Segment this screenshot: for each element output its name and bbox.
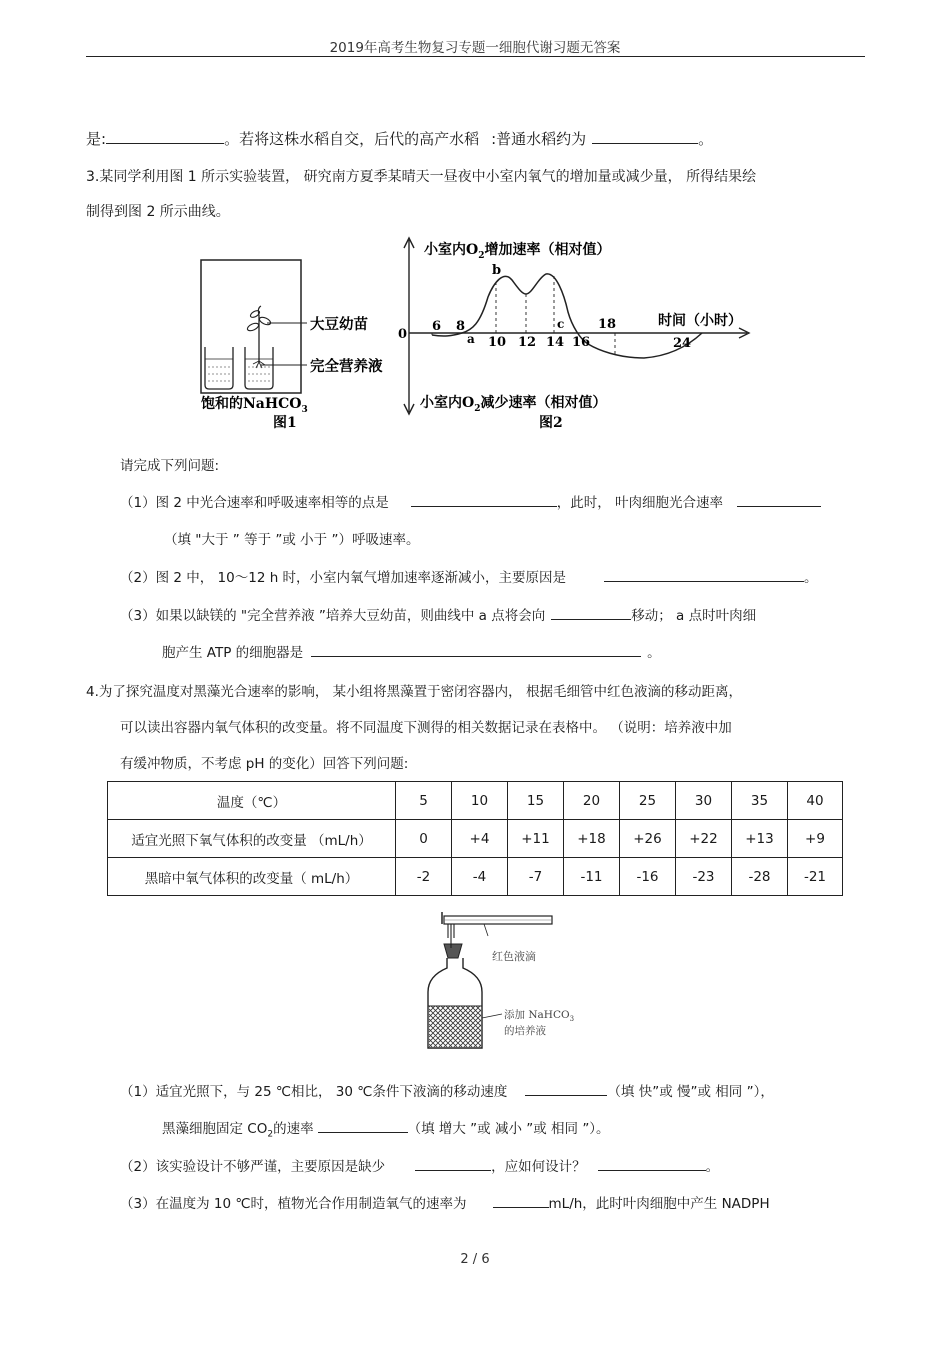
table-row-light	[108, 820, 843, 858]
nahco3-beaker	[205, 347, 233, 389]
table-cell: +13	[732, 820, 788, 858]
svg-text:小室内O2减少速率（相对值）	[420, 394, 606, 414]
fig2-top-label-sub: 2	[478, 251, 485, 261]
blank-atp-organelles[interactable]	[311, 642, 641, 657]
fig2-bottom-label-rest: 减少速率（相对值）	[480, 395, 607, 411]
table-cell: 0	[396, 820, 452, 858]
figure-1-caption: 图1	[273, 415, 297, 431]
svg-text:饱和的NaHCO3	[201, 395, 308, 415]
table-header-label: 温度（℃）	[108, 782, 396, 820]
medium-label-sub: 3	[569, 1015, 575, 1023]
fig2-top-label-rest: 增加速率（相对值）	[484, 242, 611, 258]
q3-p2-text-a: （2）图 2 中， 10～12 h 时，小室内氧气增加速率逐渐减小，主要原因是	[120, 570, 567, 586]
plant-label: 大豆幼苗	[310, 316, 368, 333]
medium-label: 添加 NaHCO	[504, 1009, 570, 1021]
table-cell: 15	[508, 782, 564, 820]
q4-stem-line-1: 4.为了探究温度对黑藻光合速率的影响， 某小组将黑藻置于密闭容器内， 根据毛细管中红色液滴的移动距离，	[86, 684, 742, 700]
table-cell: 20	[564, 782, 620, 820]
tick-16: 16	[572, 335, 591, 350]
table-cell: 35	[732, 782, 788, 820]
q3-p3-text-c: 胞产生 ATP 的细胞器是	[162, 645, 304, 661]
co2-subscript: 2	[267, 1129, 274, 1140]
table-cell: +18	[564, 820, 620, 858]
blank-ratio-2[interactable]	[592, 129, 698, 144]
q4-p2-end: 。	[705, 1159, 720, 1175]
rubber-stopper	[444, 944, 462, 958]
q4-p3-text-a: （3）在温度为 10 ℃时，植物光合作用制造氧气的速率为	[120, 1196, 467, 1212]
q3-p3-text-a: （3）如果以缺镁的 "完全营养液 ”培养大豆幼苗，则曲线中 a 点将会向	[120, 608, 546, 624]
page-number: 2 / 6	[460, 1252, 490, 1267]
droplet-pointer	[484, 924, 488, 936]
chamber-box	[201, 260, 301, 393]
q4-p1-text-d: 的速率	[273, 1121, 314, 1137]
q4-p2-text-b: ，应如何设计？	[491, 1159, 586, 1175]
q4-p1-text-c: 黑藻细胞固定 CO	[162, 1121, 268, 1137]
table-cell: -7	[508, 858, 564, 896]
q4-p1-text-b: （填 快”或 慢”或 相同 ”），	[607, 1084, 774, 1100]
table-header-row	[108, 782, 843, 820]
table-cell: +9	[788, 820, 843, 858]
tick-8: 8	[456, 319, 466, 334]
blank-equal-points[interactable]	[411, 492, 557, 507]
q3-part-1-line-1	[120, 491, 821, 511]
blank-missing-control[interactable]	[415, 1156, 491, 1171]
tick-18: 18	[598, 317, 617, 332]
table-cell: -28	[732, 858, 788, 896]
q4-part-1-line-2	[162, 1117, 610, 1140]
droplet-label: 红色液滴	[492, 950, 536, 963]
table-cell: +11	[508, 820, 564, 858]
q3-part-3-line-2	[162, 641, 661, 661]
q3-stem-line-1: 3.某同学利用图 1 所示实验装置， 研究南方夏季某晴天一昼夜中小室内氧气的增加量或减少量， 所得结果绘	[86, 169, 757, 185]
nahco3-medium	[429, 1006, 481, 1047]
q3-part-3-line-1	[120, 604, 756, 624]
q3-stem-line-2: 制得到图 2 所示曲线。	[86, 204, 230, 220]
table-cell: -16	[620, 858, 676, 896]
table-cell: -21	[788, 858, 843, 896]
svg-text:添加 NaHCO3	[504, 1008, 574, 1023]
tick-14: 14	[546, 335, 565, 350]
table-cell: +4	[452, 820, 508, 858]
q4-part-3	[120, 1192, 770, 1212]
page-header: 2019年高考生物复习专题一细胞代谢习题无答案	[329, 40, 621, 56]
blank-point-a-direction[interactable]	[551, 605, 631, 620]
q4-part-1-line-1	[120, 1080, 774, 1100]
fig2-bottom-label: 小室内O	[420, 395, 475, 411]
closed-container-apparatus	[418, 908, 578, 1058]
q4-p1-text-a: （1）适宜光照下，与 25 ℃相比， 30 ℃条件下液滴的移动速度	[120, 1084, 508, 1100]
q4-stem-line-3: 有缓冲物质，不考虑 pH 的变化）回答下列问题:	[120, 756, 409, 772]
blank-main-reason[interactable]	[604, 567, 804, 582]
blank-ratio-1[interactable]	[106, 129, 224, 144]
q3-p3-text-b: 移动； a 点时叶肉细	[631, 608, 757, 624]
table-cell: 5	[396, 782, 452, 820]
table-cell: +26	[620, 820, 676, 858]
table-row-dark	[108, 858, 843, 896]
figure-2-curve	[392, 232, 762, 437]
q3-p2-end: 。	[804, 570, 818, 586]
tick-6: 6	[432, 319, 442, 334]
q3-p1-text-a: （1）图 2 中光合速率和呼吸速率相等的点是	[120, 495, 389, 511]
header-rule	[86, 56, 865, 57]
table-cell: -11	[564, 858, 620, 896]
q3-p1-text-c: （填 "大于 ” 等于 ”或 小于 ”）呼吸速率。	[164, 532, 420, 548]
solution-label: 完全营养液	[310, 358, 383, 375]
line1-end: 。	[698, 130, 714, 148]
line1-prefix: 是	[86, 130, 102, 148]
table-cell: 25	[620, 782, 676, 820]
figure-1-apparatus	[195, 255, 408, 435]
blank-design[interactable]	[598, 1156, 706, 1171]
line1-mid: 。若将这株水稻自交，后代的高产水稻	[224, 130, 480, 148]
beaker-label-subscript: 3	[301, 405, 308, 415]
q4-p3-text-b: mL/h，此时叶肉细胞中产生 NADPH	[548, 1196, 770, 1212]
figure-2-caption: 图2	[539, 415, 563, 431]
fig2-bottom-label-sub: 2	[474, 404, 481, 414]
table-cell: 10	[452, 782, 508, 820]
point-c-label: c	[557, 317, 565, 331]
blank-droplet-speed[interactable]	[525, 1081, 607, 1096]
q4-p2-text-a: （2）该实验设计不够严谨，主要原因是缺少	[120, 1159, 386, 1175]
row-label-light: 适宜光照下氧气体积的改变量 （mL/h）	[108, 820, 396, 858]
table-cell: -23	[676, 858, 732, 896]
table-cell: 40	[788, 782, 843, 820]
table-cell: -4	[452, 858, 508, 896]
blank-o2-production-rate[interactable]	[493, 1193, 549, 1208]
tick-10: 10	[488, 335, 507, 350]
table-cell: 30	[676, 782, 732, 820]
x-axis-title: 时间（小时）	[658, 313, 742, 329]
q3-p3-end: 。	[647, 645, 661, 661]
blank-leaf-rate[interactable]	[737, 492, 821, 507]
table-cell: -2	[396, 858, 452, 896]
fig2-top-label: 小室内O	[424, 242, 479, 258]
q4-p1-text-e: （填 增大 ”或 减小 ”或 相同 ”）。	[407, 1121, 610, 1137]
table-cell: +22	[676, 820, 732, 858]
tick-24: 24	[673, 336, 692, 351]
q3-part-2	[120, 566, 818, 586]
blank-co2-rate[interactable]	[318, 1118, 408, 1133]
svg-text:小室内O2增加速率（相对值）	[424, 241, 610, 261]
q4-part-2	[120, 1155, 719, 1175]
q4-stem-line-2: 可以读出容器内氧气体积的改变量。将不同温度下测得的相关数据记录在表格中。 （说明：培养液中加	[120, 720, 732, 736]
line1-colon2: :普通水稻约为	[491, 130, 587, 148]
origin-label: 0	[398, 327, 408, 342]
tick-12: 12	[518, 335, 537, 350]
beaker-label: 饱和的NaHCO	[201, 396, 302, 412]
answer-line-1	[86, 128, 713, 149]
medium-label-2: 的培养液	[504, 1025, 546, 1037]
row-label-dark: 黑暗中氧气体积的改变量（ mL/h）	[108, 858, 396, 896]
q3-p1-text-b: ，此时， 叶肉细胞光合速率	[556, 495, 724, 511]
temperature-data-table	[107, 781, 843, 896]
point-b-label: b	[492, 263, 502, 278]
q3-intro: 请完成下列问题:	[120, 458, 220, 474]
point-a-label: a	[467, 332, 475, 346]
line1-colon: :	[101, 130, 107, 148]
